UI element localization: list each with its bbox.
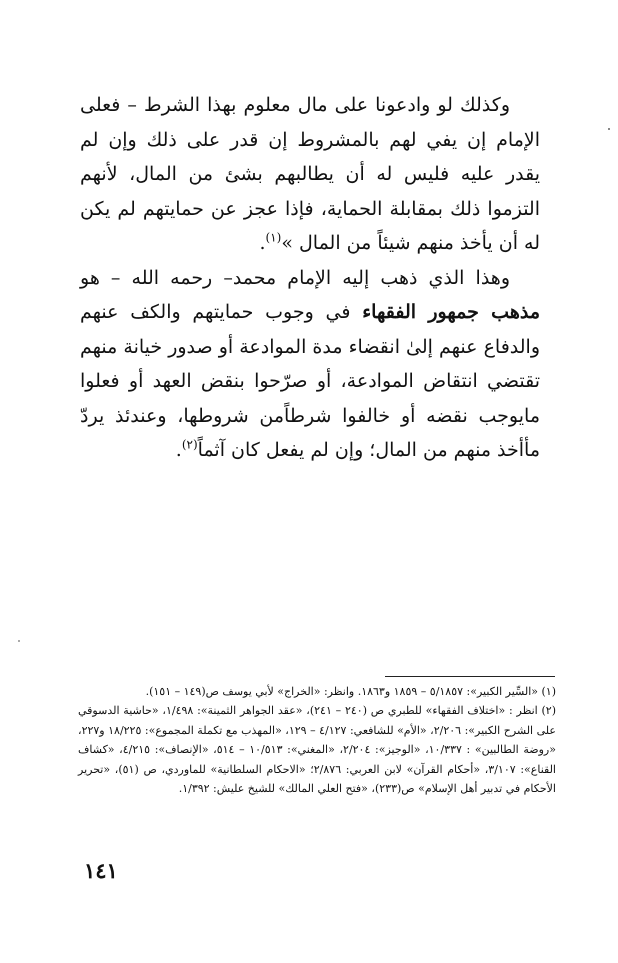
paragraph-1-text: وكذلك لو وادعونا على مال معلوم بهذا الشرط – فعلى الإمام إن يفي لهم بالمشروط إن قدر على ذلك وإن لم يقدر عليه فليس له أن يطالبهم بشئ من المال، لأنهم التزموا ذلك بمقابلة الحماية، فإذا عجز عن حمايتهم لم يكن له أن يأخذ منهم شيئاً من المال » bbox=[80, 94, 540, 254]
footnotes bbox=[78, 682, 556, 798]
paragraph-1 bbox=[80, 88, 540, 261]
footnote-2: (٢) انظر : «اختلاف الفقهاء» للطبري ص (٢٤٠ – ٢٤١)، «عقد الجواهر الثمينة»: ١/٤٩٨، «حاشية الدسوقي على الشرح الكبير»: ٢/٢٠٦، «الأم» للشافعي: ٤/١٢٧ – ١٢٩، «المهذب مع تكملة المجموع»: ١٨/٢٢٥ و٢٢٧، «روضة الطالبين» : ١٠/٣٣٧، «الوجيز»: ٢/٢٠٤، «المغني»: ١٠/٥١٣ – ٥١٤، «الإنصاف»: ٤/٢١٥، «كشاف القناع»: ٣/١٠٧، «أحكام القرآن» لابن العربي: ٢/٨٧٦؛ «الاحكام السلطانية» للماوردي، ص (٥١)، «تحرير الأحكام في تدبير أهل الإسلام» ص(٢٣٣)، «فتح العلي المالك» للشيخ عليش: ١/٣٩٢. bbox=[78, 704, 557, 796]
footnote-ref-1: (١) bbox=[265, 230, 282, 245]
bold-term-jumhur: مذهب جمهور الفقهاء bbox=[362, 301, 540, 323]
paragraph-1-end: . bbox=[259, 232, 266, 254]
page-number: ١٤١ bbox=[84, 858, 118, 883]
paragraph-2-start: وهذا الذي ذهب إليه الإمام محمد– رحمه الله – هو bbox=[80, 266, 510, 289]
footnote-1: (١) «السِّير الكبير»: ٥/١٨٥٧ – ١٨٥٩ و١٨٦٣. وانظر: «الخراج» لأبي يوسف ص(١٤٩ – ١٥١). bbox=[145, 685, 556, 698]
paragraph-2-rest: في وجوب حمايتهم والكف عنهم والدفاع عنهم إلىٰ انقضاء مدة الموادعة أو صدور خيانة منهم تقتضي انتقاض الموادعة، أو صرّحوا بنقض العهد أو فعلوا مايوجب نقضه أو خالفوا شرطاًمن شروطها، وعندئذ يردّ مأأخذ منهم من المال؛ وإن لم يفعل كان آثماً bbox=[80, 301, 540, 461]
scan-speck bbox=[608, 128, 610, 130]
paragraph-2 bbox=[80, 261, 540, 468]
footnote-separator bbox=[385, 676, 555, 677]
scan-speck bbox=[18, 640, 20, 642]
paragraph-2-end: . bbox=[175, 439, 182, 461]
main-text bbox=[80, 88, 540, 468]
footnote-ref-2: (٢) bbox=[181, 437, 198, 452]
